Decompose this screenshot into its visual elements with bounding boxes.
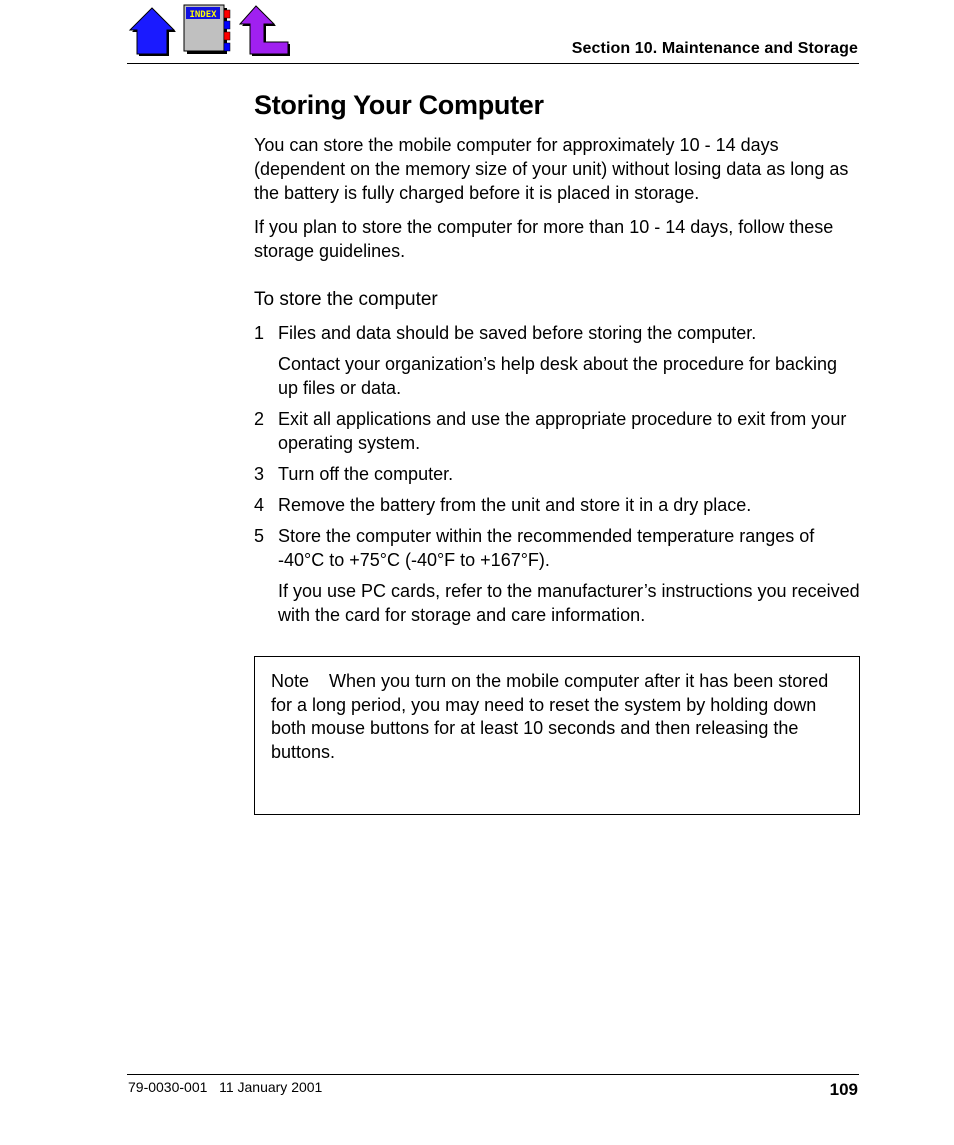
main-content [254,90,860,634]
step-text: Exit all applications and use the appropriate procedure to exit from your operating system. [278,409,847,453]
header-rule [127,63,859,64]
index-icon [182,4,232,56]
step-text: Turn off the computer. [278,464,454,484]
home-button[interactable] [128,6,176,56]
note-text: When you turn on the mobile computer after it has been stored for a long period, you may need to reset the system by holding down both mouse buttons for at least 10 seconds and then releasing the buttons. [271,671,829,762]
index-icon-label: INDEX [189,10,217,20]
steps-list [254,321,860,627]
up-arrow-icon [238,4,290,56]
note-label: Note [271,671,310,691]
note-box [254,656,860,815]
procedure-heading: To store the computer [254,289,438,310]
intro-paragraph-2: If you plan to store the computer for more than 10 - 14 days, follow these storage guidelines. [254,217,834,261]
page-number: 109 [829,1080,858,1099]
step-subtext: If you use PC cards, refer to the manufacturer’s instructions you received with the card for storage and care information. [278,581,860,625]
step-number: 2 [254,409,265,429]
step-text: Files and data should be saved before storing the computer. [278,323,757,343]
step-item [254,462,860,486]
footer-doc-info [128,1079,322,1095]
step-number: 3 [254,464,265,484]
footer-date: 11 January 2001 [219,1079,323,1095]
step-subtext: Contact your organization’s help desk about the procedure for backing up files or data. [278,354,838,398]
step-number: 4 [254,495,265,515]
step-number: 1 [254,323,265,343]
section-header: Section 10. Maintenance and Storage [571,40,858,57]
step-item [254,321,860,400]
index-button[interactable] [182,4,232,56]
step-item [254,493,860,517]
step-number: 5 [254,526,265,546]
footer-rule [127,1074,859,1075]
step-text: Remove the battery from the unit and store it in a dry place. [278,495,752,515]
intro-paragraph-1: You can store the mobile computer for approximately 10 - 14 days (dependent on the memory size of your unit) without losing data as long as the battery is fully charged before it is placed in storage. [254,135,849,203]
nav-bar [128,2,290,56]
page-title: Storing Your Computer [254,90,544,120]
step-item [254,407,860,455]
up-button[interactable] [238,4,290,56]
footer-doc-id: 79-0030-001 [128,1079,208,1095]
step-text: Store the computer within the recommended temperature ranges of -40°C to +75°C (-40°F to +167°F). [278,526,815,570]
home-icon [128,6,176,56]
step-item [254,524,860,627]
